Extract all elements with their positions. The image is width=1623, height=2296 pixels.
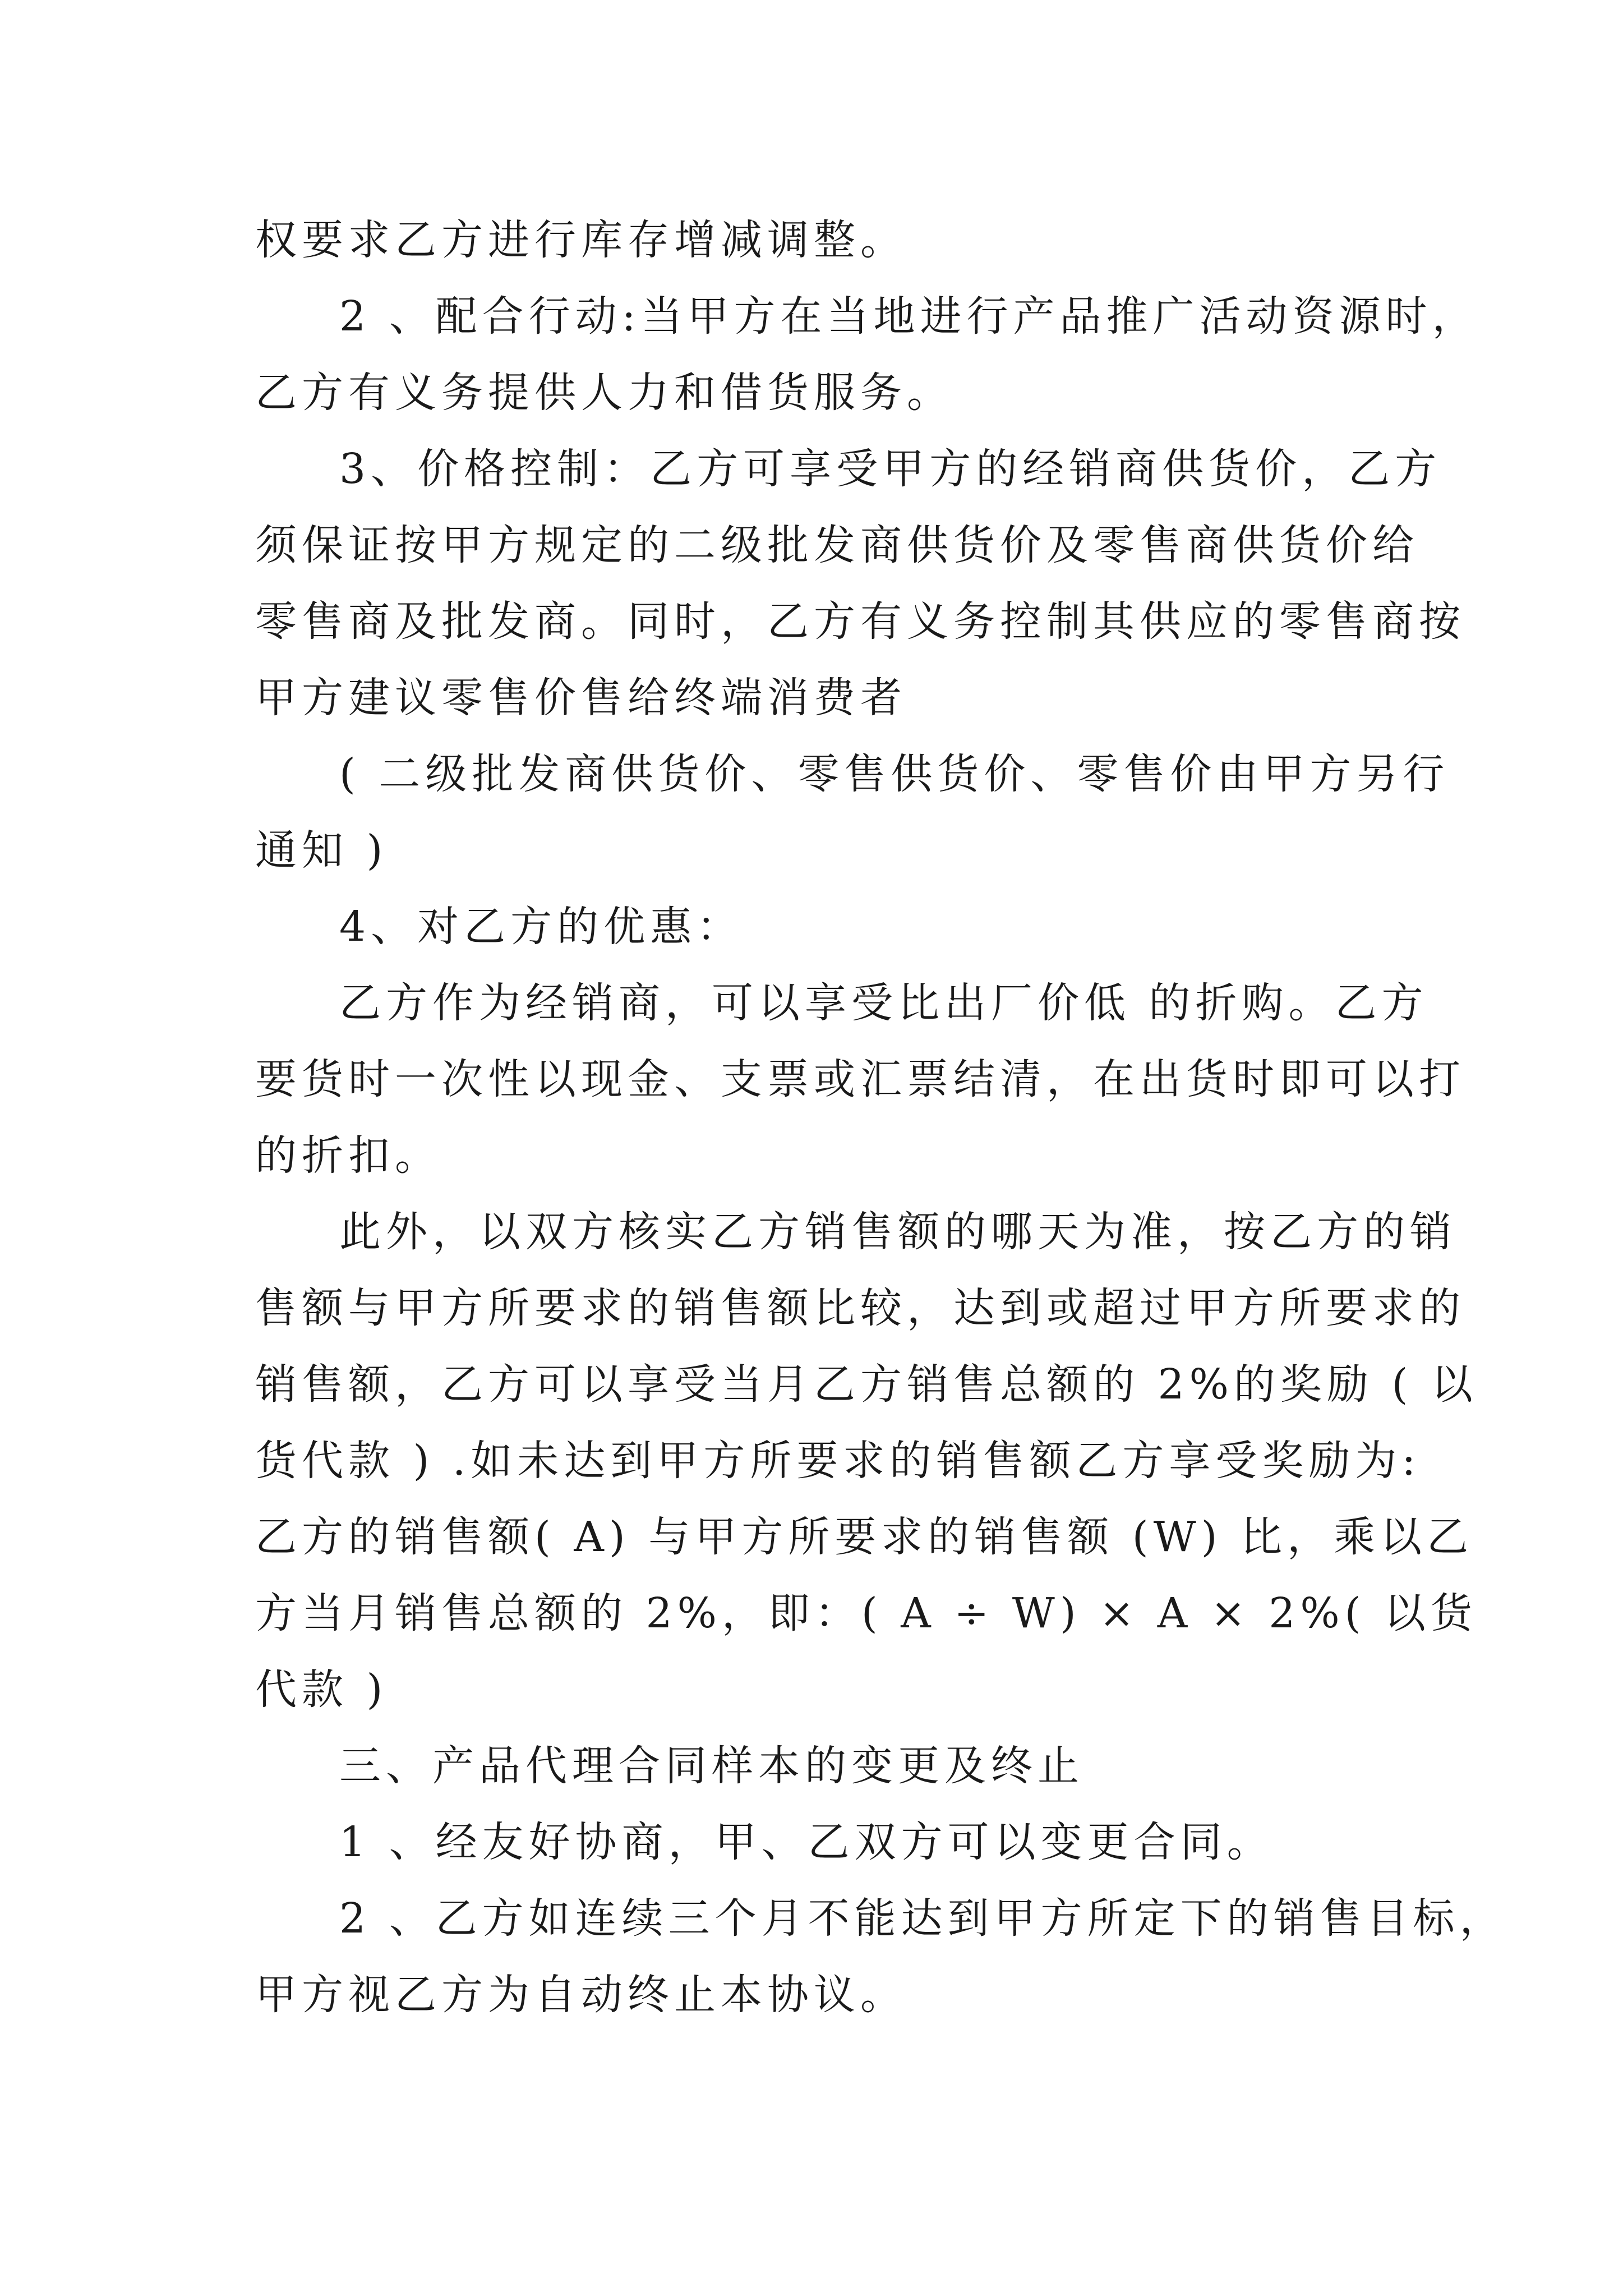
- text-line: 1 、经友好协商，甲、乙双方可以变更合同。: [339, 1818, 1274, 1866]
- text-line: 权要求乙方进行库存增减调整。: [255, 216, 907, 264]
- text-line: 售额与甲方所要求的销售额比较，达到或超过甲方所要求的: [255, 1284, 1465, 1332]
- text-line: 乙方的销售额( A) 与甲方所要求的销售额 (W) 比，乘以乙: [255, 1513, 1474, 1561]
- text-line: 4、对乙方的优惠：: [339, 903, 744, 951]
- text-line: 须保证按甲方规定的二级批发商供货价及零售商供货价给: [255, 521, 1419, 569]
- text-line: 的折扣。: [255, 1131, 441, 1180]
- paragraph: [255, 1880, 1506, 2033]
- text-line: 销售额，乙方可以享受当月乙方销售总额的 2%的奖励 ( 以: [255, 1360, 1478, 1409]
- text-line: 甲方建议零售价售给终端消费者: [255, 674, 907, 722]
- text-line: 3、价格控制：乙方可享受甲方的经销商供货价，乙方: [339, 445, 1442, 493]
- paragraph: [255, 278, 1479, 431]
- paragraph: [255, 736, 1450, 889]
- text-line: 乙方有义务提供人力和借货服务。: [255, 369, 953, 417]
- text-line: 通知 ): [255, 826, 388, 875]
- text-line: 甲方视乙方为自动终止本协议。: [255, 1971, 907, 2019]
- paragraph: [255, 965, 1465, 1194]
- paragraph: [255, 1728, 1388, 1804]
- text-line: 零售商及批发商。同时，乙方有义务控制其供应的零售商按: [255, 597, 1465, 646]
- text-line: 三、产品代理合同样本的变更及终止: [339, 1742, 1084, 1790]
- paragraph: [255, 1194, 1478, 1728]
- text-line: 要货时一次性以现金、支票或汇票结清，在出货时即可以打: [255, 1055, 1465, 1103]
- paragraph: [255, 889, 1388, 965]
- text-line: 乙方作为经销商，可以享受比出厂价低 的折购。乙方: [339, 979, 1428, 1027]
- text-line: 方当月销售总额的 2%，即：( A ÷ W) × A × 2%( 以货: [255, 1589, 1478, 1637]
- paragraph: [255, 431, 1465, 736]
- text-line: 2 、乙方如连续三个月不能达到甲方所定下的销售目标，: [339, 1894, 1506, 1943]
- text-line: 代款 ): [255, 1665, 388, 1714]
- document-body: [255, 202, 1506, 2033]
- text-line: 此外，以双方核实乙方销售额的哪天为准，按乙方的销: [339, 1208, 1456, 1256]
- text-line: 货代款 ) .如未达到甲方所要求的销售额乙方享受奖励为:: [255, 1437, 1421, 1485]
- paragraph: [255, 202, 1388, 278]
- paragraph: [255, 1804, 1388, 1880]
- text-line: ( 二级批发商供货价、零售供货价、零售价由甲方另行: [339, 750, 1450, 798]
- text-line: 2 、配合行动:当甲方在当地进行产品推广活动资源时，: [339, 292, 1479, 341]
